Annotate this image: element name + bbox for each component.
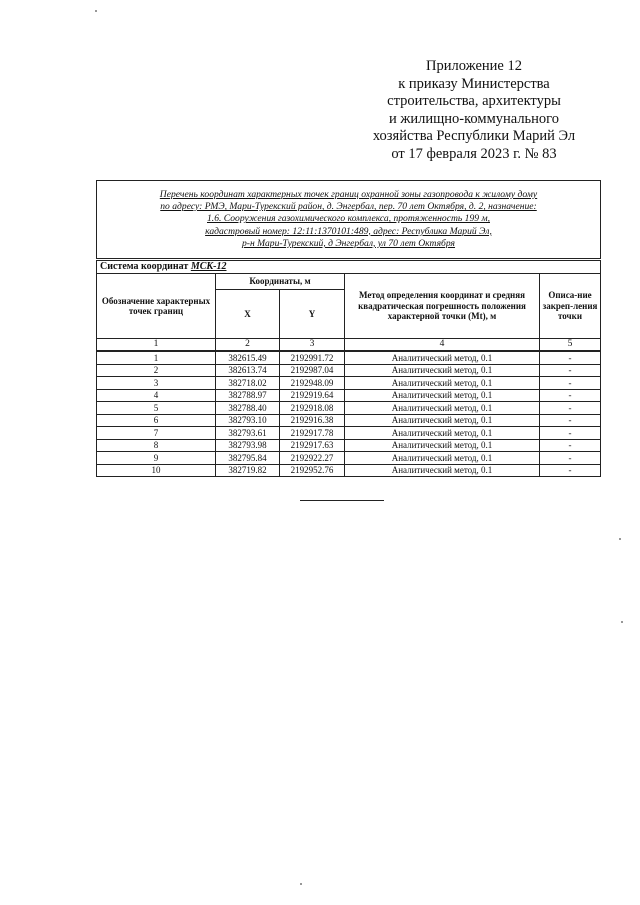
cell-point: 10 <box>97 464 216 477</box>
table-row <box>97 452 601 465</box>
cell-y: 2192952.76 <box>280 464 345 477</box>
table-row <box>97 402 601 415</box>
scan-speck <box>621 621 623 623</box>
cell-description: - <box>540 402 601 415</box>
cell-description: - <box>540 351 601 364</box>
table-row <box>97 427 601 440</box>
scan-speck <box>619 538 621 540</box>
cell-method: Аналитический метод, 0.1 <box>345 427 540 440</box>
cell-point: 8 <box>97 439 216 452</box>
cell-y: 2192916.38 <box>280 414 345 427</box>
footer-rule <box>300 500 384 501</box>
table-header-row <box>97 274 601 290</box>
cell-point: 6 <box>97 414 216 427</box>
coordinates-table <box>96 180 601 477</box>
header-point-designation: Обозначение характерных точек границ <box>97 274 216 339</box>
cell-x: 382613.74 <box>216 364 280 377</box>
cell-x: 382793.98 <box>216 439 280 452</box>
table-row <box>97 351 601 364</box>
coordinate-system-row <box>97 260 601 274</box>
table-caption <box>97 181 601 260</box>
table-row <box>97 364 601 377</box>
column-number: 1 <box>97 339 216 352</box>
header-line: хозяйства Республики Марий Эл <box>372 128 576 145</box>
cell-description: - <box>540 452 601 465</box>
cell-method: Аналитический метод, 0.1 <box>345 402 540 415</box>
column-number: 5 <box>540 339 601 352</box>
cell-method: Аналитический метод, 0.1 <box>345 452 540 465</box>
caption-line: кадастровый номер: 12:11:1370101:489, адрес: Республика Марий Эл, <box>205 225 492 237</box>
cell-x: 382793.61 <box>216 427 280 440</box>
cell-point: 2 <box>97 364 216 377</box>
caption-line: р-н Мари-Турекский, д Энгербал, ул 70 лет Октября <box>241 237 456 249</box>
cell-method: Аналитический метод, 0.1 <box>345 389 540 402</box>
cell-method: Аналитический метод, 0.1 <box>345 414 540 427</box>
header-description: Описа-ние закреп-ления точки <box>540 274 601 339</box>
cell-x: 382615.49 <box>216 351 280 364</box>
header-method: Метод определения координат и средняя квадратическая погрешность положения характерной точки (Mt), м <box>345 274 540 339</box>
header-line: и жилищно-коммунального <box>388 110 560 127</box>
cell-y: 2192917.78 <box>280 427 345 440</box>
column-number: 2 <box>216 339 280 352</box>
order-appendix-header <box>360 58 588 164</box>
cell-method: Аналитический метод, 0.1 <box>345 439 540 452</box>
header-x: X <box>216 290 280 339</box>
cell-point: 4 <box>97 389 216 402</box>
cell-description: - <box>540 464 601 477</box>
cell-method: Аналитический метод, 0.1 <box>345 351 540 364</box>
cell-y: 2192917.63 <box>280 439 345 452</box>
cell-y: 2192991.72 <box>280 351 345 364</box>
cell-x: 382788.97 <box>216 389 280 402</box>
cell-y: 2192987.04 <box>280 364 345 377</box>
cell-description: - <box>540 414 601 427</box>
cell-point: 3 <box>97 377 216 390</box>
coordinate-system-value: МСК-12 <box>190 260 227 272</box>
caption-line: по адресу: РМЭ, Мари-Турекский район, д. Энгербал, пер. 70 лет Октября, д. 2, назначение: <box>160 201 537 213</box>
cell-description: - <box>540 427 601 440</box>
caption-line: 1.6. Сооружения газохимического комплекса, протяженность 199 м, <box>207 213 490 225</box>
scan-speck <box>300 883 302 885</box>
cell-method: Аналитический метод, 0.1 <box>345 377 540 390</box>
table-row <box>97 439 601 452</box>
table-row <box>97 377 601 390</box>
header-line: от 17 февраля 2023 г. № 83 <box>391 145 557 162</box>
cell-method: Аналитический метод, 0.1 <box>345 364 540 377</box>
column-number-row <box>97 339 601 352</box>
cell-x: 382788.40 <box>216 402 280 415</box>
column-number: 4 <box>345 339 540 352</box>
cell-x: 382718.02 <box>216 377 280 390</box>
cell-description: - <box>540 439 601 452</box>
coordinate-system-cell <box>97 260 601 274</box>
scan-speck <box>95 10 97 12</box>
header-coordinates: Координаты, м <box>216 274 345 290</box>
cell-point: 9 <box>97 452 216 465</box>
header-line: строительства, архитектуры <box>387 93 561 110</box>
header-y: Y <box>280 290 345 339</box>
cell-x: 382795.84 <box>216 452 280 465</box>
table-row <box>97 414 601 427</box>
caption-line: Перечень координат характерных точек границ охранной зоны газопровода к жилому дому <box>159 188 538 200</box>
cell-y: 2192919.64 <box>280 389 345 402</box>
cell-point: 7 <box>97 427 216 440</box>
table-caption-row <box>97 181 601 260</box>
cell-method: Аналитический метод, 0.1 <box>345 464 540 477</box>
header-line: Приложение 12 <box>426 58 522 74</box>
cell-description: - <box>540 364 601 377</box>
cell-x: 382719.82 <box>216 464 280 477</box>
cell-y: 2192918.08 <box>280 402 345 415</box>
table-row <box>97 389 601 402</box>
cell-description: - <box>540 377 601 390</box>
column-number: 3 <box>280 339 345 352</box>
cell-description: - <box>540 389 601 402</box>
cell-point: 5 <box>97 402 216 415</box>
coordinate-system-label: Система координат <box>100 260 189 272</box>
cell-y: 2192922.27 <box>280 452 345 465</box>
table-row <box>97 464 601 477</box>
cell-y: 2192948.09 <box>280 377 345 390</box>
cell-x: 382793.10 <box>216 414 280 427</box>
cell-point: 1 <box>97 351 216 364</box>
header-line: к приказу Министерства <box>398 75 550 92</box>
